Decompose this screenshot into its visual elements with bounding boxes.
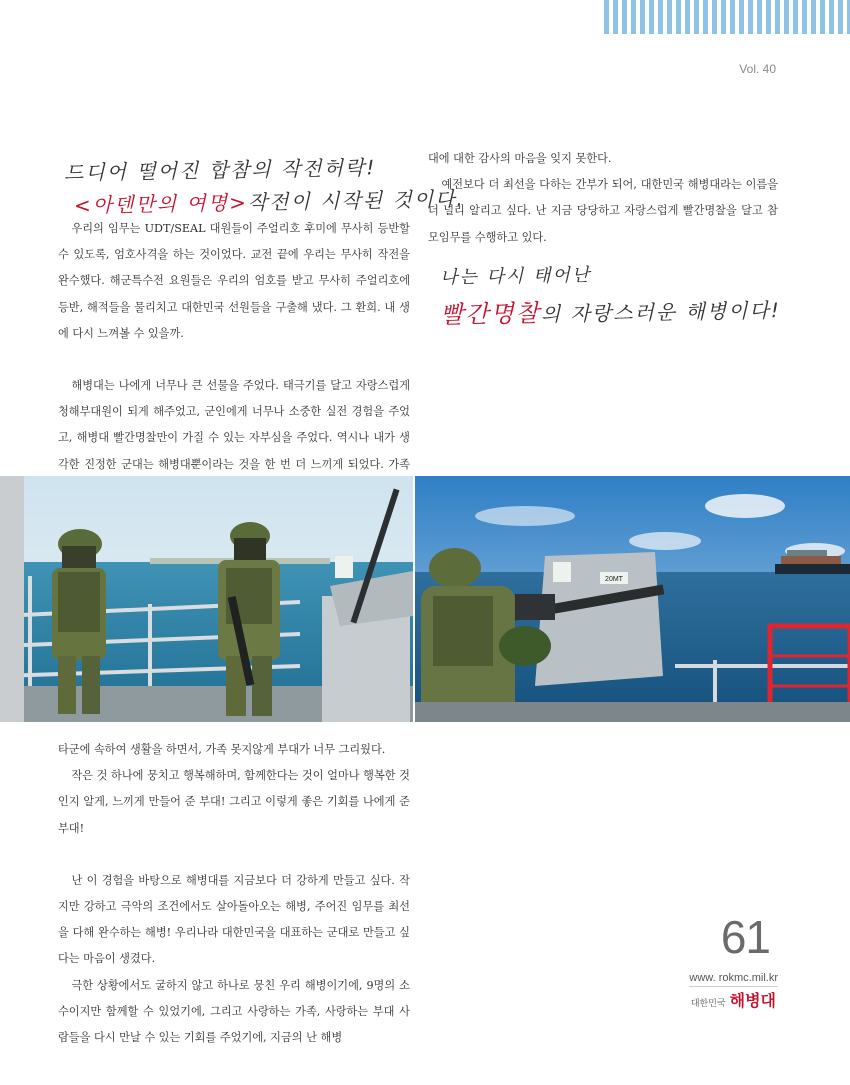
article-column-left-bottom — [58, 737, 410, 1051]
handwriting-text: 작전이 시작된 것이다. — [247, 186, 465, 215]
paragraph: 예전보다 더 최선을 다하는 간부가 되어, 대한민국 해병대라는 이름을 더 널리 알리고 싶다. 난 지금 당당하고 자랑스럽게 빨간명찰을 달고 참모임무를 수행하고 있다. — [428, 178, 778, 244]
paragraph: 작은 것 하나에 뭉치고 행복해하며, 함께한다는 것이 얼마나 행복한 것인지 알게, 느끼게 만들어 준 부대! 그리고 이렇게 좋은 기회를 나에게 준 부대! — [58, 769, 410, 835]
header-stripes — [604, 0, 850, 34]
paragraph: 대에 대한 감사의 마음을 잊지 못한다. — [428, 152, 612, 165]
photo-marines-on-deck — [0, 476, 413, 722]
article-column-right-top — [428, 146, 778, 251]
paragraph: 난 이 경험을 바탕으로 해병대를 지금보다 더 강하게 만들고 싶다. 작지만 강하고 극악의 조건에서도 살아돌아오는 해병, 주어진 임무를 최선을 다해 완수하는 해병! 우리나라 대한민국을 대표하는 군대로 만들고 싶다는 마음이 생겼다. — [58, 873, 410, 966]
handwriting-headline-1 — [64, 151, 377, 185]
page-number: 61 — [720, 911, 770, 963]
handwriting-text: 나는 다시 태어난 — [439, 264, 592, 289]
article-column-left-top — [58, 216, 410, 504]
handwriting-quote-2 — [440, 289, 781, 330]
handwriting-quote-1 — [440, 261, 592, 290]
paragraph: 극한 상황에서도 굴하지 않고 하나로 뭉친 우리 해병이기에, 9명의 소수이지만 함께할 수 있었기에, 그리고 사랑하는 가족, 사랑하는 부대 사람들을 다시 만날 수 있는 기회를 주었기에, 지금의 난 해병 — [58, 978, 410, 1045]
paragraph: 우리의 임무는 UDT/SEAL 대원들이 주얼리호 후미에 무사히 등반할 수 있도록, 엄호사격을 하는 것이었다. 교전 끝에 우리는 무사히 작전을 완수했다. 해군특수전 요원들은 우리의 엄호를 받고 무사히 주얼리호에 등반, 해적들을 물리치고 대한민국 선원들을 구출해 냈다. 그 환희. 내 생에 다시 느껴볼 수 있을까. — [58, 222, 410, 340]
gun-mount-label: 20MT — [605, 576, 623, 583]
handwriting-headline-2 — [74, 183, 465, 219]
brand-logo — [691, 988, 776, 1011]
photo-marine-machine-gun — [415, 476, 850, 722]
paragraph: 타군에 속하여 생활을 하면서, 가족 못지않게 부대가 너무 그리웠다. — [58, 743, 386, 756]
handwriting-text: 드디어 떨어진 합참의 작전허락! — [63, 155, 377, 185]
paragraph: 해병대는 나에게 너무나 큰 선물을 주었다. 태극기를 달고 자랑스럽게 청해부대원이 되게 해주었고, 군인에게 너무나 소중한 실전 경험을 주었고, 해병대 빨간명찰만이 가질 수 있는 자부심을 주었다. 역시나 내가 생각한 진정한 군대는 해병대뿐이라는 것을 한 번 더 느끼게 되었다. 가족 — [58, 379, 410, 471]
brand-name: 해병대 — [729, 993, 776, 1010]
handwriting-highlight: <아덴만의 여명> — [73, 190, 249, 218]
handwriting-text: 의 자랑스러운 해병이다! — [540, 298, 781, 327]
volume-label: Vol. 40 — [739, 62, 776, 76]
handwriting-highlight: 빨간명찰 — [439, 299, 542, 329]
website-url: www. rokmc.mil.kr — [689, 972, 778, 987]
brand-country: 대한민국 — [690, 998, 726, 1008]
